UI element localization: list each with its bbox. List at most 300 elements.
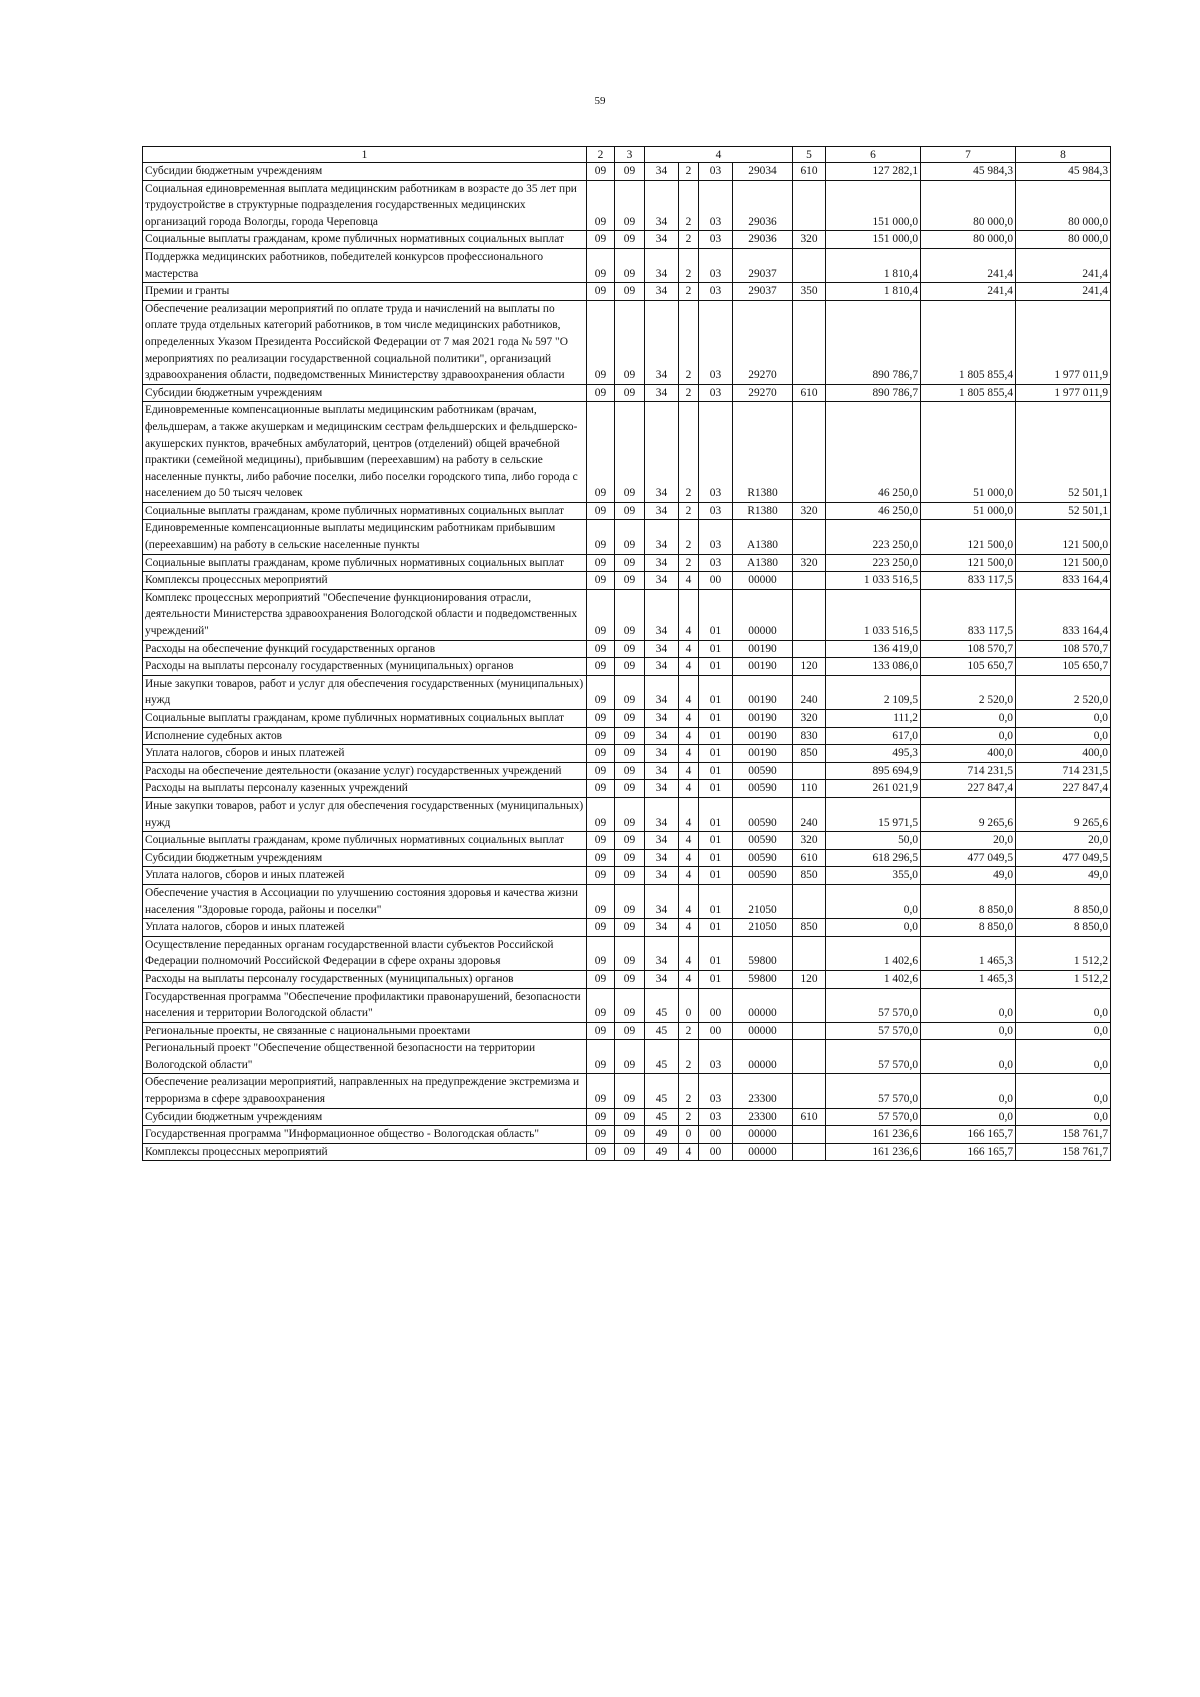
amount-col-8: 0,0	[1016, 1074, 1111, 1108]
amount-col-8: 0,0	[1016, 1108, 1111, 1126]
row-name: Расходы на выплаты персоналу казенных учреждений	[143, 780, 587, 798]
subsection-code: 09	[615, 1108, 645, 1126]
expense-direction-code: 29036	[733, 180, 793, 231]
subsection-code: 09	[615, 797, 645, 831]
amount-col-8: 1 977 011,9	[1016, 300, 1111, 384]
expense-direction-code: 00000	[733, 988, 793, 1022]
amount-col-7: 0,0	[921, 727, 1016, 745]
subsection-code: 09	[615, 231, 645, 249]
amount-col-6: 1 033 516,5	[826, 572, 921, 590]
program-element-code: 03	[699, 502, 733, 520]
section-code: 09	[587, 658, 615, 676]
section-code: 09	[587, 640, 615, 658]
amount-col-8: 714 231,5	[1016, 762, 1111, 780]
expense-type-code: 850	[793, 867, 826, 885]
program-type-code: 4	[679, 832, 699, 850]
header-cell: 2	[587, 147, 615, 163]
program-code: 34	[645, 936, 679, 970]
amount-col-8: 52 501,1	[1016, 402, 1111, 503]
program-element-code: 01	[699, 727, 733, 745]
row-name: Поддержка медицинских работников, победителей конкурсов профессионального мастерства	[143, 248, 587, 282]
page-number: 59	[594, 95, 606, 107]
table-row	[143, 1143, 1111, 1161]
row-name: Премии и гранты	[143, 283, 587, 301]
expense-type-code: 320	[793, 231, 826, 249]
program-code: 34	[645, 849, 679, 867]
amount-col-6: 136 419,0	[826, 640, 921, 658]
amount-col-6: 895 694,9	[826, 762, 921, 780]
subsection-code: 09	[615, 832, 645, 850]
program-code: 45	[645, 1040, 679, 1074]
program-type-code: 4	[679, 710, 699, 728]
section-code: 09	[587, 675, 615, 709]
amount-col-8: 49,0	[1016, 867, 1111, 885]
amount-col-8: 0,0	[1016, 988, 1111, 1022]
expense-direction-code: R1380	[733, 402, 793, 503]
amount-col-6: 133 086,0	[826, 658, 921, 676]
table-row	[143, 675, 1111, 709]
program-code: 45	[645, 988, 679, 1022]
program-code: 34	[645, 640, 679, 658]
amount-col-7: 0,0	[921, 1022, 1016, 1040]
row-name: Социальные выплаты гражданам, кроме публичных нормативных социальных выплат	[143, 554, 587, 572]
expense-type-code	[793, 1143, 826, 1161]
subsection-code: 09	[615, 936, 645, 970]
section-code: 09	[587, 727, 615, 745]
program-type-code: 4	[679, 675, 699, 709]
program-element-code: 01	[699, 884, 733, 918]
amount-col-6: 57 570,0	[826, 1108, 921, 1126]
expense-direction-code: 00190	[733, 727, 793, 745]
expense-type-code	[793, 300, 826, 384]
row-name: Комплекс процессных мероприятий "Обеспечение функционирования отрасли, деятельности Министерства здравоохранения Вологодской области и подведомственных учреждений"	[143, 589, 587, 640]
amount-col-7: 9 265,6	[921, 797, 1016, 831]
expense-direction-code: 00590	[733, 780, 793, 798]
subsection-code: 09	[615, 675, 645, 709]
program-code: 34	[645, 231, 679, 249]
amount-col-8: 105 650,7	[1016, 658, 1111, 676]
expense-direction-code: 00000	[733, 1143, 793, 1161]
amount-col-8: 833 164,4	[1016, 589, 1111, 640]
table-row	[143, 745, 1111, 763]
amount-col-6: 57 570,0	[826, 1022, 921, 1040]
row-name: Уплата налогов, сборов и иных платежей	[143, 745, 587, 763]
subsection-code: 09	[615, 1040, 645, 1074]
program-code: 34	[645, 762, 679, 780]
table-row	[143, 867, 1111, 885]
amount-col-6: 46 250,0	[826, 402, 921, 503]
section-code: 09	[587, 402, 615, 503]
header-cell: 4	[645, 147, 793, 163]
expense-direction-code: 21050	[733, 919, 793, 937]
table-row	[143, 1040, 1111, 1074]
amount-col-8: 1 512,2	[1016, 936, 1111, 970]
expense-direction-code: 21050	[733, 884, 793, 918]
subsection-code: 09	[615, 520, 645, 554]
row-name: Региональные проекты, не связанные с национальными проектами	[143, 1022, 587, 1040]
amount-col-7: 833 117,5	[921, 589, 1016, 640]
header-cell: 1	[143, 147, 587, 163]
row-name: Единовременные компенсационные выплаты медицинским работникам прибывшим (переехавшим) на работу в сельские населенные пункты	[143, 520, 587, 554]
table-row	[143, 520, 1111, 554]
amount-col-8: 80 000,0	[1016, 180, 1111, 231]
subsection-code: 09	[615, 658, 645, 676]
subsection-code: 09	[615, 1074, 645, 1108]
row-name: Уплата налогов, сборов и иных платежей	[143, 867, 587, 885]
amount-col-7: 0,0	[921, 1074, 1016, 1108]
program-element-code: 03	[699, 384, 733, 402]
amount-col-6: 46 250,0	[826, 502, 921, 520]
amount-col-7: 0,0	[921, 1040, 1016, 1074]
subsection-code: 09	[615, 970, 645, 988]
section-code: 09	[587, 710, 615, 728]
subsection-code: 09	[615, 283, 645, 301]
section-code: 09	[587, 780, 615, 798]
section-code: 09	[587, 988, 615, 1022]
program-type-code: 4	[679, 970, 699, 988]
section-code: 09	[587, 572, 615, 590]
expense-type-code	[793, 936, 826, 970]
amount-col-7: 241,4	[921, 283, 1016, 301]
program-element-code: 03	[699, 554, 733, 572]
program-type-code: 4	[679, 884, 699, 918]
expense-type-code: 110	[793, 780, 826, 798]
section-code: 09	[587, 1108, 615, 1126]
header-row	[143, 147, 1111, 163]
section-code: 09	[587, 589, 615, 640]
amount-col-7: 0,0	[921, 710, 1016, 728]
amount-col-7: 51 000,0	[921, 502, 1016, 520]
amount-col-6: 1 402,6	[826, 936, 921, 970]
expense-type-code: 320	[793, 502, 826, 520]
expense-type-code: 350	[793, 283, 826, 301]
expense-type-code: 610	[793, 1108, 826, 1126]
program-code: 34	[645, 797, 679, 831]
row-name: Субсидии бюджетным учреждениям	[143, 384, 587, 402]
subsection-code: 09	[615, 1126, 645, 1144]
expense-type-code	[793, 248, 826, 282]
amount-col-7: 166 165,7	[921, 1143, 1016, 1161]
program-code: 34	[645, 675, 679, 709]
expense-type-code: 850	[793, 745, 826, 763]
table-row	[143, 832, 1111, 850]
section-code: 09	[587, 867, 615, 885]
row-name: Социальные выплаты гражданам, кроме публичных нормативных социальных выплат	[143, 231, 587, 249]
subsection-code: 09	[615, 502, 645, 520]
expense-direction-code: 00000	[733, 572, 793, 590]
amount-col-6: 618 296,5	[826, 849, 921, 867]
expense-direction-code: 00590	[733, 762, 793, 780]
expense-direction-code: 00590	[733, 832, 793, 850]
expense-type-code	[793, 1074, 826, 1108]
amount-col-7: 241,4	[921, 248, 1016, 282]
table-row	[143, 780, 1111, 798]
amount-col-6: 151 000,0	[826, 231, 921, 249]
program-element-code: 03	[699, 283, 733, 301]
subsection-code: 09	[615, 780, 645, 798]
table-row	[143, 572, 1111, 590]
expense-direction-code: 00000	[733, 1040, 793, 1074]
program-element-code: 03	[699, 1040, 733, 1074]
subsection-code: 09	[615, 402, 645, 503]
header-cell: 7	[921, 147, 1016, 163]
expense-direction-code: 23300	[733, 1108, 793, 1126]
row-name: Расходы на выплаты персоналу государственных (муниципальных) органов	[143, 658, 587, 676]
row-name: Субсидии бюджетным учреждениям	[143, 163, 587, 181]
amount-col-8: 0,0	[1016, 727, 1111, 745]
amount-col-6: 2 109,5	[826, 675, 921, 709]
section-code: 09	[587, 554, 615, 572]
section-code: 09	[587, 1143, 615, 1161]
program-type-code: 4	[679, 797, 699, 831]
section-code: 09	[587, 1074, 615, 1108]
table-row	[143, 248, 1111, 282]
amount-col-8: 108 570,7	[1016, 640, 1111, 658]
amount-col-6: 617,0	[826, 727, 921, 745]
section-code: 09	[587, 283, 615, 301]
section-code: 09	[587, 520, 615, 554]
table-row	[143, 163, 1111, 181]
expense-type-code: 830	[793, 727, 826, 745]
amount-col-7: 714 231,5	[921, 762, 1016, 780]
program-type-code: 2	[679, 231, 699, 249]
program-code: 34	[645, 658, 679, 676]
section-code: 09	[587, 849, 615, 867]
amount-col-6: 1 402,6	[826, 970, 921, 988]
program-type-code: 2	[679, 283, 699, 301]
header-cell: 8	[1016, 147, 1111, 163]
program-type-code: 0	[679, 1126, 699, 1144]
amount-col-8: 0,0	[1016, 710, 1111, 728]
amount-col-6: 495,3	[826, 745, 921, 763]
section-code: 09	[587, 1040, 615, 1074]
amount-col-8: 2 520,0	[1016, 675, 1111, 709]
table-row	[143, 300, 1111, 384]
amount-col-6: 0,0	[826, 884, 921, 918]
amount-col-7: 477 049,5	[921, 849, 1016, 867]
table-row	[143, 710, 1111, 728]
table-row	[143, 797, 1111, 831]
expense-direction-code: A1380	[733, 520, 793, 554]
amount-col-8: 121 500,0	[1016, 520, 1111, 554]
expense-direction-code: 00190	[733, 745, 793, 763]
expense-type-code	[793, 1126, 826, 1144]
expense-direction-code: 29037	[733, 283, 793, 301]
program-type-code: 2	[679, 554, 699, 572]
expense-type-code: 120	[793, 970, 826, 988]
amount-col-7: 1 465,3	[921, 936, 1016, 970]
table-row	[143, 283, 1111, 301]
program-type-code: 2	[679, 384, 699, 402]
row-name: Осуществление переданных органам государственной власти субъектов Российской Федерации полномочий Российской Федерации в сфере охраны здоровья	[143, 936, 587, 970]
table-row	[143, 970, 1111, 988]
program-element-code: 01	[699, 832, 733, 850]
section-code: 09	[587, 797, 615, 831]
program-type-code: 4	[679, 640, 699, 658]
table-row	[143, 1022, 1111, 1040]
program-type-code: 4	[679, 780, 699, 798]
program-element-code: 00	[699, 1143, 733, 1161]
table-row	[143, 988, 1111, 1022]
amount-col-6: 57 570,0	[826, 1074, 921, 1108]
program-type-code: 4	[679, 1143, 699, 1161]
section-code: 09	[587, 300, 615, 384]
subsection-code: 09	[615, 919, 645, 937]
program-element-code: 01	[699, 970, 733, 988]
subsection-code: 09	[615, 1143, 645, 1161]
row-name: Иные закупки товаров, работ и услуг для обеспечения государственных (муниципальных) нужд	[143, 797, 587, 831]
amount-col-7: 80 000,0	[921, 180, 1016, 231]
expense-type-code	[793, 520, 826, 554]
row-name: Расходы на обеспечение деятельности (оказание услуг) государственных учреждений	[143, 762, 587, 780]
subsection-code: 09	[615, 762, 645, 780]
section-code: 09	[587, 970, 615, 988]
amount-col-6: 57 570,0	[826, 988, 921, 1022]
row-name: Обеспечение реализации мероприятий, направленных на предупреждение экстремизма и терроризма в сфере здравоохранения	[143, 1074, 587, 1108]
amount-col-8: 158 761,7	[1016, 1126, 1111, 1144]
expense-direction-code: A1380	[733, 554, 793, 572]
program-element-code: 01	[699, 797, 733, 831]
program-code: 34	[645, 163, 679, 181]
program-element-code: 01	[699, 867, 733, 885]
section-code: 09	[587, 1126, 615, 1144]
table-row	[143, 384, 1111, 402]
row-name: Иные закупки товаров, работ и услуг для обеспечения государственных (муниципальных) нужд	[143, 675, 587, 709]
row-name: Расходы на обеспечение функций государственных органов	[143, 640, 587, 658]
program-code: 34	[645, 745, 679, 763]
program-element-code: 03	[699, 402, 733, 503]
amount-col-8: 241,4	[1016, 283, 1111, 301]
program-code: 34	[645, 248, 679, 282]
amount-col-7: 105 650,7	[921, 658, 1016, 676]
amount-col-8: 400,0	[1016, 745, 1111, 763]
program-code: 34	[645, 727, 679, 745]
program-type-code: 2	[679, 1108, 699, 1126]
amount-col-7: 121 500,0	[921, 554, 1016, 572]
expense-type-code	[793, 884, 826, 918]
program-element-code: 00	[699, 1022, 733, 1040]
section-code: 09	[587, 919, 615, 937]
amount-col-7: 1 805 855,4	[921, 384, 1016, 402]
section-code: 09	[587, 936, 615, 970]
amount-col-6: 890 786,7	[826, 384, 921, 402]
program-element-code: 01	[699, 849, 733, 867]
expense-type-code	[793, 640, 826, 658]
program-code: 34	[645, 970, 679, 988]
amount-col-6: 223 250,0	[826, 554, 921, 572]
amount-col-7: 8 850,0	[921, 884, 1016, 918]
expense-direction-code: 29270	[733, 384, 793, 402]
subsection-code: 09	[615, 727, 645, 745]
program-type-code: 2	[679, 1022, 699, 1040]
expense-direction-code: 00190	[733, 658, 793, 676]
table-row	[143, 658, 1111, 676]
program-code: 34	[645, 502, 679, 520]
row-name: Единовременные компенсационные выплаты медицинским работникам (врачам, фельдшерам, а также акушеркам и медицинским сестрам фельдшерских и фельдшерско-акушерских пунктов, врачебных амбулаторий, центров (отделений) общей врачебной практики (семейной медицины), прибывшим (переехавшим) на работу в сельские населенные пункты, либо рабочие поселки, либо поселки городского типа, либо города с населением до 50 тысяч человек	[143, 402, 587, 503]
program-type-code: 4	[679, 589, 699, 640]
amount-col-7: 0,0	[921, 1108, 1016, 1126]
table-row	[143, 502, 1111, 520]
program-code: 34	[645, 780, 679, 798]
amount-col-7: 1 805 855,4	[921, 300, 1016, 384]
row-name: Социальная единовременная выплата медицинским работникам в возрасте до 35 лет при трудоустройстве в структурные подразделения государственных медицинских организаций города Вологды, города Череповца	[143, 180, 587, 231]
program-element-code: 01	[699, 658, 733, 676]
section-code: 09	[587, 163, 615, 181]
amount-col-8: 0,0	[1016, 1040, 1111, 1074]
program-type-code: 2	[679, 402, 699, 503]
table-body	[143, 163, 1111, 1161]
amount-col-8: 241,4	[1016, 248, 1111, 282]
expense-type-code: 240	[793, 675, 826, 709]
subsection-code: 09	[615, 554, 645, 572]
table-row	[143, 727, 1111, 745]
program-type-code: 4	[679, 936, 699, 970]
table-row	[143, 849, 1111, 867]
subsection-code: 09	[615, 180, 645, 231]
subsection-code: 09	[615, 589, 645, 640]
row-name: Региональный проект "Обеспечение общественной безопасности на территории Вологодской области"	[143, 1040, 587, 1074]
table-row	[143, 640, 1111, 658]
program-element-code: 01	[699, 640, 733, 658]
program-type-code: 4	[679, 572, 699, 590]
program-type-code: 2	[679, 300, 699, 384]
expense-type-code	[793, 988, 826, 1022]
amount-col-8: 121 500,0	[1016, 554, 1111, 572]
expense-type-code	[793, 1040, 826, 1074]
row-name: Комплексы процессных мероприятий	[143, 572, 587, 590]
subsection-code: 09	[615, 849, 645, 867]
program-element-code: 01	[699, 710, 733, 728]
expense-type-code: 850	[793, 919, 826, 937]
section-code: 09	[587, 1022, 615, 1040]
expense-direction-code: 00190	[733, 675, 793, 709]
subsection-code: 09	[615, 640, 645, 658]
subsection-code: 09	[615, 1022, 645, 1040]
program-code: 34	[645, 867, 679, 885]
expense-type-code	[793, 1022, 826, 1040]
expense-direction-code: 29270	[733, 300, 793, 384]
amount-col-8: 8 850,0	[1016, 919, 1111, 937]
amount-col-6: 1 810,4	[826, 248, 921, 282]
header-cell: 6	[826, 147, 921, 163]
program-type-code: 4	[679, 849, 699, 867]
amount-col-8: 52 501,1	[1016, 502, 1111, 520]
program-code: 34	[645, 180, 679, 231]
table-row	[143, 180, 1111, 231]
expense-type-code: 320	[793, 710, 826, 728]
row-name: Обеспечение реализации мероприятий по оплате труда и начислений на выплаты по оплате труда отдельных категорий работников, в том числе медицинских работников, определенных Указом Президента Российской Федерации от 7 мая 2021 года № 597 "О мероприятиях по реализации государственной социальной политики", организаций здравоохранения области, подведомственных Министерству здравоохранения области	[143, 300, 587, 384]
row-name: Социальные выплаты гражданам, кроме публичных нормативных социальных выплат	[143, 502, 587, 520]
expense-direction-code: 59800	[733, 970, 793, 988]
expense-type-code: 120	[793, 658, 826, 676]
program-element-code: 01	[699, 780, 733, 798]
section-code: 09	[587, 231, 615, 249]
program-type-code: 2	[679, 248, 699, 282]
program-element-code: 03	[699, 300, 733, 384]
expense-direction-code: 00590	[733, 797, 793, 831]
table-row	[143, 762, 1111, 780]
amount-col-7: 833 117,5	[921, 572, 1016, 590]
amount-col-7: 166 165,7	[921, 1126, 1016, 1144]
program-element-code: 00	[699, 572, 733, 590]
expense-direction-code: 00590	[733, 867, 793, 885]
subsection-code: 09	[615, 745, 645, 763]
program-code: 34	[645, 402, 679, 503]
expense-direction-code: 23300	[733, 1074, 793, 1108]
program-type-code: 4	[679, 867, 699, 885]
program-type-code: 0	[679, 988, 699, 1022]
amount-col-6: 261 021,9	[826, 780, 921, 798]
